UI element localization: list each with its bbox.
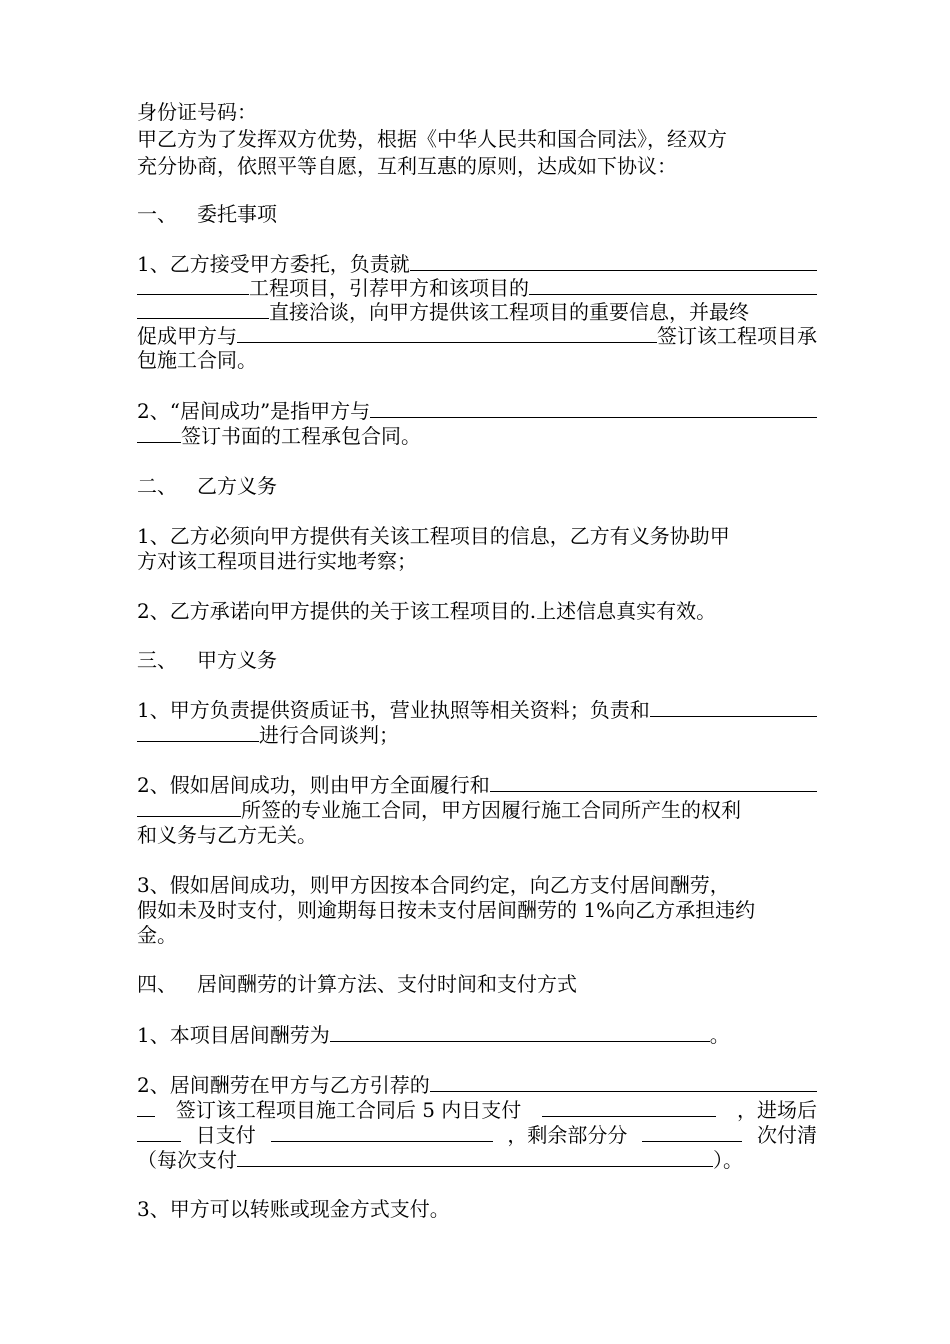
- s4-item-2-line-4: [137, 1146, 817, 1174]
- section-4-title: 居间酬劳的计算方法、支付时间和支付方式: [197, 972, 577, 996]
- s4-item-1-text-a: 1、本项目居间酬劳为: [137, 1023, 330, 1047]
- s4-item-2-text-d2: ）。: [713, 1148, 743, 1172]
- s1-item-1-text-b: 工程项目，引荐甲方和该项目的: [249, 276, 529, 300]
- section-3-number: 三、: [137, 648, 177, 672]
- project-owner-blank[interactable]: [529, 274, 817, 295]
- s4-item-2-text-a: 2、居间酬劳在甲方与乙方引荐的: [137, 1073, 430, 1097]
- referred-party-blank-cont[interactable]: [137, 1096, 155, 1117]
- section-4-number: 四、: [137, 972, 177, 996]
- project-name-blank[interactable]: [410, 250, 817, 271]
- section-1-title: 委托事项: [197, 202, 277, 226]
- s4-item-2-line-2: [137, 1096, 817, 1124]
- s3-item-3-line-1: 3、假如居间成功，则甲方因按本合同约定，向乙方支付居间酬劳，: [137, 873, 730, 897]
- s4-item-3: 3、甲方可以转账或现金方式支付。: [137, 1197, 450, 1221]
- second-payment-blank[interactable]: [271, 1121, 493, 1142]
- commission-amount-blank[interactable]: [330, 1021, 710, 1042]
- section-3-heading: [137, 646, 817, 674]
- intro-paragraph-line-1: 甲乙方为了发挥双方优势，根据《中华人民共和国合同法》，经双方: [137, 127, 727, 151]
- s1-item-2-text-a: 2、“居间成功”是指甲方与: [137, 399, 371, 423]
- s2-item-2: 2、乙方承诺向甲方提供的关于该工程项目的.上述信息真实有效。: [137, 599, 717, 623]
- section-4-heading: [137, 970, 817, 998]
- project-name-blank-cont[interactable]: [137, 274, 249, 295]
- s4-item-2-text-c2: ，剩余部分分: [507, 1123, 628, 1147]
- first-payment-blank[interactable]: [542, 1096, 716, 1117]
- s4-item-2-text-d1: （每次支付: [137, 1148, 237, 1172]
- s1-item-1-text-d1: 促成甲方与: [137, 324, 237, 348]
- s3-item-1-line-2: [137, 721, 817, 749]
- section-2-title: 乙方义务: [197, 474, 277, 498]
- intro-paragraph-line-2: 充分协商，依照平等自愿，互利互惠的原则，达成如下协议：: [137, 154, 677, 178]
- s4-item-2-line-1: [137, 1071, 817, 1099]
- contract-party-blank[interactable]: [237, 322, 657, 343]
- s3-item-3-line-3: 金。: [137, 923, 177, 947]
- s3-item-2-line-1: [137, 771, 817, 799]
- s4-item-2-text-b2: ，进场后: [736, 1098, 817, 1122]
- id-number-line: 身份证号码：: [137, 100, 257, 124]
- section-2-heading: [137, 472, 817, 500]
- s1-item-1-text-c: 直接洽谈，向甲方提供该工程项目的重要信息，并最终: [269, 300, 749, 324]
- negotiation-party-blank-cont[interactable]: [137, 721, 259, 742]
- s4-item-2-text-b1: 签订该工程项目施工合同后 5 内日支付: [175, 1098, 522, 1122]
- s4-item-2-line-3: [137, 1121, 817, 1149]
- s3-item-2-line-2: [137, 796, 817, 824]
- project-owner-blank-cont[interactable]: [137, 298, 269, 319]
- s1-item-1-text-a: 1、乙方接受甲方委托，负责就: [137, 252, 410, 276]
- installments-count-blank[interactable]: [642, 1121, 742, 1142]
- s4-item-2-text-c3: 次付清: [756, 1123, 817, 1147]
- s2-item-1-line-2: 方对该工程项目进行实地考察；: [137, 549, 417, 573]
- success-party-blank[interactable]: [370, 397, 817, 418]
- s4-item-1: [137, 1021, 817, 1049]
- s3-item-1-text-a: 1、甲方负责提供资质证书，营业执照等相关资料；负责和: [137, 698, 650, 722]
- s3-item-1-text-b: 进行合同谈判；: [259, 723, 399, 747]
- s3-item-2-text-a: 2、假如居间成功，则由甲方全面履行和: [137, 773, 490, 797]
- performance-party-blank[interactable]: [490, 771, 817, 792]
- s3-item-1-line-1: [137, 696, 817, 724]
- negotiation-party-blank[interactable]: [650, 696, 817, 717]
- s3-item-2-text-b: 所签的专业施工合同，甲方因履行施工合同所产生的权利: [241, 798, 741, 822]
- section-2-number: 二、: [137, 474, 177, 498]
- section-3-title: 甲方义务: [197, 648, 277, 672]
- success-party-blank-cont[interactable]: [137, 422, 181, 443]
- s1-item-2-line-2: [137, 422, 817, 450]
- referred-party-blank[interactable]: [430, 1071, 817, 1092]
- performance-party-blank-cont[interactable]: [137, 796, 241, 817]
- s4-item-2-text-c1: 日支付: [195, 1123, 256, 1147]
- s4-item-1-text-b: 。: [709, 1023, 730, 1047]
- s3-item-3-line-2: 假如未及时支付，则逾期每日按未支付居间酬劳的 1%向乙方承担违约: [137, 898, 756, 922]
- s1-item-1-line-5: 包施工合同。: [137, 348, 257, 372]
- s1-item-2-line-1: [137, 397, 817, 425]
- s3-item-2-line-3: 和义务与乙方无关。: [137, 823, 317, 847]
- installment-amount-blank[interactable]: [237, 1146, 713, 1167]
- s1-item-1-text-d2: 签订该工程项目承: [657, 324, 817, 348]
- section-1-heading: [137, 200, 817, 228]
- section-1-number: 一、: [137, 202, 177, 226]
- s1-item-2-text-b: 签订书面的工程承包合同。: [181, 424, 421, 448]
- s2-item-1-line-1: 1、乙方必须向甲方提供有关该工程项目的信息，乙方有义务协助甲: [137, 524, 730, 548]
- days-after-entry-blank[interactable]: [137, 1121, 181, 1142]
